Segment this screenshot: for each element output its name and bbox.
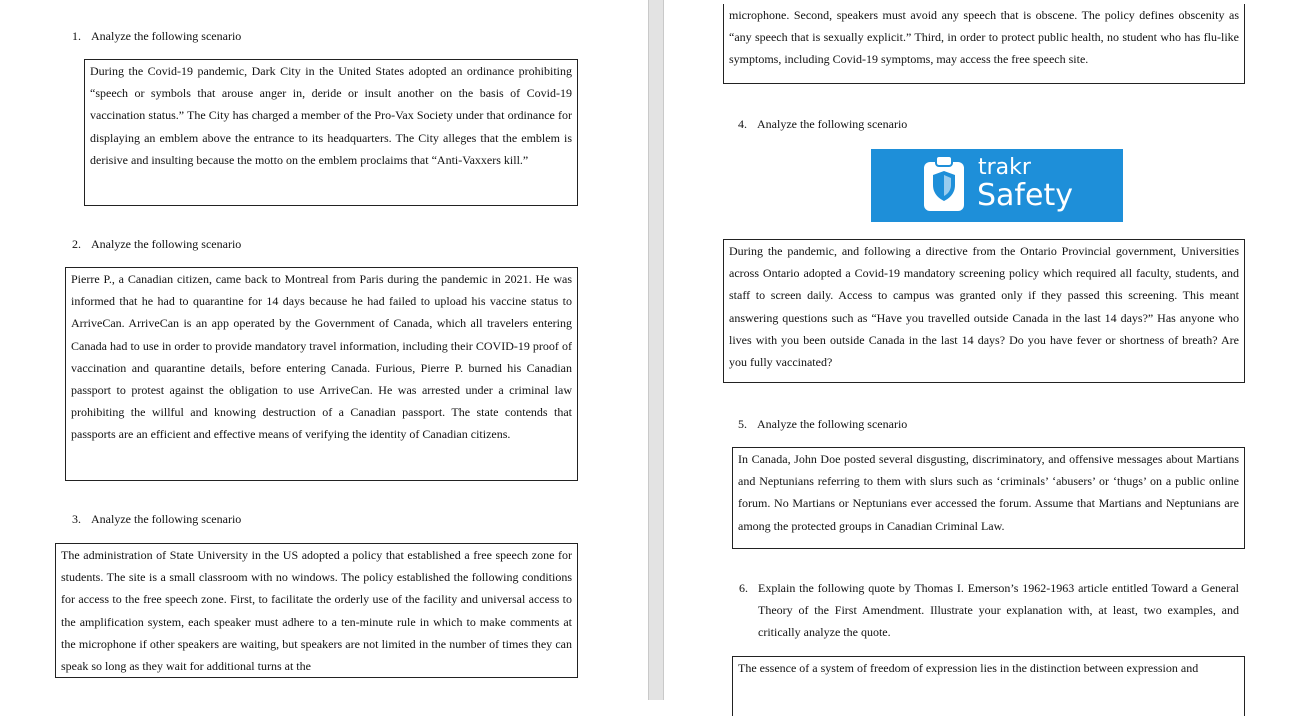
question-6-quote: The essence of a system of freedom of expression lies in the distinction between expression and (738, 661, 1199, 675)
question-3-heading (72, 511, 241, 527)
question-1-heading (72, 28, 241, 44)
question-3-continued-box (723, 4, 1245, 84)
question-6-prompt (739, 577, 1239, 644)
question-1-text: During the Covid-19 pandemic, Dark City in the United States adopted an ordinance prohibiting “speech or symbols that arouse anger in, deride or insult another on the basis of Covid-19 vaccination status.” The City has charged a member of the Pro-Vax Society under that ordinance for displaying an emblem above the entrance to its headquarters. The City alleges that the emblem is derisive and insulting because the motto on the emblem proclaims that “Anti-Vaxxers kill.” (90, 64, 572, 167)
question-5-heading (738, 416, 907, 432)
logo-word-trakr: trakr (978, 155, 1031, 180)
question-5-scenario-box (732, 447, 1245, 549)
question-2-heading (72, 236, 241, 252)
question-3-text: The administration of State University in the US adopted a policy that established a free speech zone for students. The site is a small classroom with no windows. The policy established the following conditions for access to the free speech zone. First, to facilitate the orderly use of the facility and universal access to the amplification system, each speaker must adhere to a ten-minute rule in which to make comments at the microphone if other speakers are waiting, but speakers are not limited in the number of times they can speak so long as they wait for additional turns at the (61, 548, 572, 674)
question-6-number: 6. (739, 581, 748, 595)
question-3-title: Analyze the following scenario (91, 512, 242, 526)
question-5-text: In Canada, John Doe posted several disgusting, discriminatory, and offensive messages about Martians and Neptunians referring to them with slurs such as ‘criminals’ ‘abusers’ or ‘thugs’ on a public online forum. No Martians or Neptunians ever accessed the forum. Assume that Martians and Neptunians are among the protected groups in Canadian Criminal Law. (738, 452, 1239, 533)
question-1-title: Analyze the following scenario (91, 29, 242, 43)
question-2-title: Analyze the following scenario (91, 237, 242, 251)
page-gutter (648, 0, 664, 700)
question-6-text: Explain the following quote by Thomas I. Emerson’s 1962-1963 article entitled Toward a General Theory of the First Amendment. Illustrate your explanation with, at least, two examples, and critically analyze the quote. (758, 581, 1239, 640)
question-2-text: Pierre P., a Canadian citizen, came back to Montreal from Paris during the pandemic in 2021. He was informed that he had to quarantine for 14 days because he had failed to upload his vaccine status to ArriveCan. ArriveCan is an app operated by the Government of Canada, which all travelers entering Canada had to use in order to provide mandatory travel information, including their COVID-19 proof of vaccination and quarantine details, before entering Canada. Furious, Pierre P. burned his Canadian passport to protest against the obligation to use ArriveCan. He was arrested under a criminal law prohibiting the willful and knowing destruction of a Canadian passport. The state contends that passports are an efficient and effective means of verifying the identity of Canadian citizens. (71, 272, 572, 442)
question-4-scenario-box (723, 239, 1245, 383)
clipboard-shield-icon (921, 153, 967, 215)
question-5-number: 5. (738, 417, 747, 431)
question-5-title: Analyze the following scenario (757, 417, 908, 431)
question-3-continued-text: microphone. Second, speakers must avoid any speech that is obscene. The policy defines obscenity as “any speech that is sexually explicit.” Third, in order to protect public health, no student who has flu-like symptoms, including Covid-19 symptoms, may access the free speech site. (729, 8, 1239, 67)
question-1-scenario-box (84, 59, 578, 206)
question-3-scenario-box (55, 543, 578, 678)
logo-word-safety: Safety (977, 178, 1073, 213)
question-2-scenario-box (65, 267, 578, 481)
trakr-safety-logo (871, 149, 1123, 222)
question-4-text: During the pandemic, and following a directive from the Ontario Provincial government, Universities across Ontario adopted a Covid-19 mandatory screening policy which required all faculty, students, and staff to screen daily. Access to campus was granted only if they passed this screening. This meant answering questions such as “Have you travelled outside Canada in the last 14 days?” Has anyone who lives with you been outside Canada in the last 14 days? Do you have fever or shortness of breath? Are you fully vaccinated? (729, 244, 1239, 370)
question-4-title: Analyze the following scenario (757, 117, 908, 131)
question-1-number: 1. (72, 29, 81, 43)
question-4-heading (738, 116, 907, 132)
question-4-number: 4. (738, 117, 747, 131)
question-2-number: 2. (72, 237, 81, 251)
question-6-quote-box (732, 656, 1245, 716)
question-3-number: 3. (72, 512, 81, 526)
